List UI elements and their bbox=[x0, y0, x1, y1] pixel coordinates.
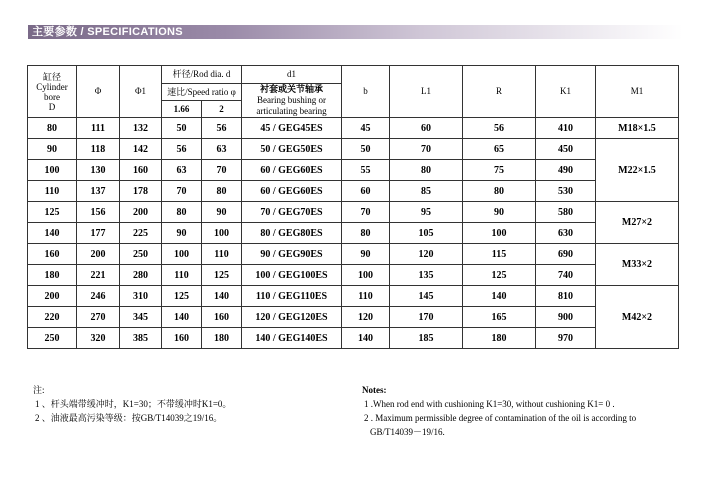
table-cell: 90 bbox=[342, 244, 390, 265]
table-cell: 125 bbox=[28, 202, 77, 223]
header-phi1: Φ1 bbox=[120, 66, 162, 118]
notes-en-line: GB/T14039－19/16. bbox=[370, 427, 445, 437]
notes-en-line: 2 . Maximum permissible degree of contamination of the oil is according to bbox=[364, 413, 637, 423]
table-cell: 246 bbox=[77, 286, 120, 307]
table-row bbox=[28, 160, 679, 181]
header-b: b bbox=[342, 66, 390, 118]
table-row bbox=[28, 265, 679, 286]
table-row bbox=[28, 181, 679, 202]
table-cell: 70 bbox=[162, 181, 202, 202]
table-cell: 130 bbox=[77, 160, 120, 181]
table-cell: 170 bbox=[390, 307, 463, 328]
table-cell: 140 bbox=[28, 223, 77, 244]
table-cell: 120 bbox=[342, 307, 390, 328]
table-cell: 63 bbox=[162, 160, 202, 181]
table-cell: 60 / GEG60ES bbox=[242, 160, 342, 181]
table-row bbox=[28, 328, 679, 349]
table-cell: 200 bbox=[77, 244, 120, 265]
table-cell: 270 bbox=[77, 307, 120, 328]
notes-en-title: Notes: bbox=[362, 385, 387, 395]
table-cell: 105 bbox=[390, 223, 463, 244]
table-cell: 200 bbox=[28, 286, 77, 307]
table-cell: 120 / GEG120ES bbox=[242, 307, 342, 328]
notes-cn-line: 2 、油液最高污染等级：按GB/T14039之19/16。 bbox=[35, 413, 223, 423]
table-cell: 90 / GEG90ES bbox=[242, 244, 342, 265]
table-cell: 160 bbox=[120, 160, 162, 181]
header-cylinder-bore: 缸径 Cylinder bore D bbox=[28, 66, 77, 118]
table-cell: 450 bbox=[536, 139, 596, 160]
m1-group: M27×2 bbox=[596, 202, 679, 244]
header-speed-ratio: 速比/Speed ratio φ bbox=[162, 84, 242, 101]
table-cell: 70 / GEG70ES bbox=[242, 202, 342, 223]
table-cell: 70 bbox=[390, 139, 463, 160]
table-cell: 221 bbox=[77, 265, 120, 286]
notes-cn-title: 注: bbox=[33, 385, 45, 395]
header-m1: M1 bbox=[596, 66, 679, 118]
table-cell: 140 bbox=[162, 307, 202, 328]
m1-group: M33×2 bbox=[596, 244, 679, 286]
table-cell: 110 bbox=[202, 244, 242, 265]
table-cell: 177 bbox=[77, 223, 120, 244]
header-l1: L1 bbox=[390, 66, 463, 118]
table-cell: 55 bbox=[342, 160, 390, 181]
table-cell: 200 bbox=[120, 202, 162, 223]
table-cell: 80 bbox=[342, 223, 390, 244]
table-cell: 160 bbox=[28, 244, 77, 265]
header-d1: d1 bbox=[242, 66, 342, 84]
table-cell: 970 bbox=[536, 328, 596, 349]
table-cell: 142 bbox=[120, 139, 162, 160]
specifications-table bbox=[27, 65, 679, 349]
table-cell: 180 bbox=[463, 328, 536, 349]
table-cell: 100 / GEG100ES bbox=[242, 265, 342, 286]
table-row bbox=[28, 286, 679, 307]
table-cell: 100 bbox=[342, 265, 390, 286]
table-cell: 135 bbox=[390, 265, 463, 286]
table-cell: 125 bbox=[202, 265, 242, 286]
table-row bbox=[28, 223, 679, 244]
table-cell: 530 bbox=[536, 181, 596, 202]
table-cell: 140 bbox=[202, 286, 242, 307]
table-cell: 75 bbox=[463, 160, 536, 181]
table-cell: 410 bbox=[536, 118, 596, 139]
header-rod-dia: 杆径/Rod dia. d bbox=[162, 66, 242, 84]
table-cell: 115 bbox=[463, 244, 536, 265]
table-cell: 160 bbox=[202, 307, 242, 328]
table-cell: 110 bbox=[342, 286, 390, 307]
table-cell: 156 bbox=[77, 202, 120, 223]
table-cell: 80 bbox=[28, 118, 77, 139]
table-cell: 185 bbox=[390, 328, 463, 349]
table-cell: 490 bbox=[536, 160, 596, 181]
table-cell: 65 bbox=[463, 139, 536, 160]
table-cell: 60 bbox=[342, 181, 390, 202]
table-cell: 100 bbox=[202, 223, 242, 244]
table-row bbox=[28, 139, 679, 160]
table-cell: 125 bbox=[162, 286, 202, 307]
m1-group: M18×1.5 bbox=[596, 118, 679, 139]
table-cell: 56 bbox=[463, 118, 536, 139]
notes-cn-line: 1 、杆头端带缓冲时，K1=30；不带缓冲时K1=0。 bbox=[35, 399, 232, 409]
table-cell: 100 bbox=[28, 160, 77, 181]
table-cell: 160 bbox=[162, 328, 202, 349]
table-cell: 85 bbox=[390, 181, 463, 202]
table-cell: 125 bbox=[463, 265, 536, 286]
table-cell: 250 bbox=[120, 244, 162, 265]
table-cell: 120 bbox=[390, 244, 463, 265]
header-r: R bbox=[463, 66, 536, 118]
table-cell: 690 bbox=[536, 244, 596, 265]
notes-chinese bbox=[33, 383, 231, 425]
table-cell: 810 bbox=[536, 286, 596, 307]
header-ratio-1-66: 1.66 bbox=[162, 101, 202, 118]
header-ratio-2: 2 bbox=[202, 101, 242, 118]
table-cell: 60 bbox=[390, 118, 463, 139]
table-cell: 225 bbox=[120, 223, 162, 244]
table-row bbox=[28, 244, 679, 265]
table-cell: 740 bbox=[536, 265, 596, 286]
table-cell: 110 bbox=[28, 181, 77, 202]
table-cell: 180 bbox=[28, 265, 77, 286]
table-cell: 310 bbox=[120, 286, 162, 307]
header-bearing: 衬套或关节轴承 Bearing bushing or articulating bearing bbox=[242, 84, 342, 118]
table-cell: 80 bbox=[202, 181, 242, 202]
table-cell: 90 bbox=[162, 223, 202, 244]
table-cell: 580 bbox=[536, 202, 596, 223]
table-cell: 145 bbox=[390, 286, 463, 307]
table-cell: 80 bbox=[463, 181, 536, 202]
table-cell: 385 bbox=[120, 328, 162, 349]
table-cell: 100 bbox=[463, 223, 536, 244]
table-cell: 95 bbox=[390, 202, 463, 223]
table-cell: 80 bbox=[390, 160, 463, 181]
table-cell: 45 / GEG45ES bbox=[242, 118, 342, 139]
table-cell: 56 bbox=[202, 118, 242, 139]
table-cell: 132 bbox=[120, 118, 162, 139]
table-cell: 90 bbox=[28, 139, 77, 160]
table-cell: 80 / GEG80ES bbox=[242, 223, 342, 244]
header-phi: Φ bbox=[77, 66, 120, 118]
table-cell: 110 bbox=[162, 265, 202, 286]
table-cell: 110 / GEG110ES bbox=[242, 286, 342, 307]
table-cell: 70 bbox=[342, 202, 390, 223]
table-cell: 137 bbox=[77, 181, 120, 202]
table-cell: 178 bbox=[120, 181, 162, 202]
table-cell: 90 bbox=[202, 202, 242, 223]
table-row bbox=[28, 202, 679, 223]
table-cell: 220 bbox=[28, 307, 77, 328]
table-cell: 111 bbox=[77, 118, 120, 139]
table-cell: 56 bbox=[162, 139, 202, 160]
table-cell: 165 bbox=[463, 307, 536, 328]
table-cell: 180 bbox=[202, 328, 242, 349]
table-cell: 630 bbox=[536, 223, 596, 244]
table-cell: 90 bbox=[463, 202, 536, 223]
table-cell: 80 bbox=[162, 202, 202, 223]
table-cell: 100 bbox=[162, 244, 202, 265]
specifications-banner bbox=[28, 25, 683, 39]
table-cell: 70 bbox=[202, 160, 242, 181]
table-cell: 280 bbox=[120, 265, 162, 286]
table-row bbox=[28, 307, 679, 328]
table-cell: 140 / GEG140ES bbox=[242, 328, 342, 349]
table-cell: 45 bbox=[342, 118, 390, 139]
table-cell: 140 bbox=[342, 328, 390, 349]
notes-en-line: 1 .When rod end with cushioning K1=30, without cushioning K1= 0 . bbox=[364, 399, 615, 409]
m1-group: M42×2 bbox=[596, 286, 679, 349]
notes-english bbox=[362, 383, 636, 439]
table-cell: 250 bbox=[28, 328, 77, 349]
table-cell: 50 bbox=[342, 139, 390, 160]
table-cell: 320 bbox=[77, 328, 120, 349]
table-cell: 900 bbox=[536, 307, 596, 328]
table-cell: 345 bbox=[120, 307, 162, 328]
table-cell: 118 bbox=[77, 139, 120, 160]
header-k1: K1 bbox=[536, 66, 596, 118]
banner-title: 主要参数 / SPECIFICATIONS bbox=[32, 26, 183, 38]
table-cell: 140 bbox=[463, 286, 536, 307]
table-cell: 50 bbox=[162, 118, 202, 139]
table-row bbox=[28, 118, 679, 139]
table-cell: 50 / GEG50ES bbox=[242, 139, 342, 160]
table-cell: 60 / GEG60ES bbox=[242, 181, 342, 202]
m1-group: M22×1.5 bbox=[596, 139, 679, 202]
table-cell: 63 bbox=[202, 139, 242, 160]
